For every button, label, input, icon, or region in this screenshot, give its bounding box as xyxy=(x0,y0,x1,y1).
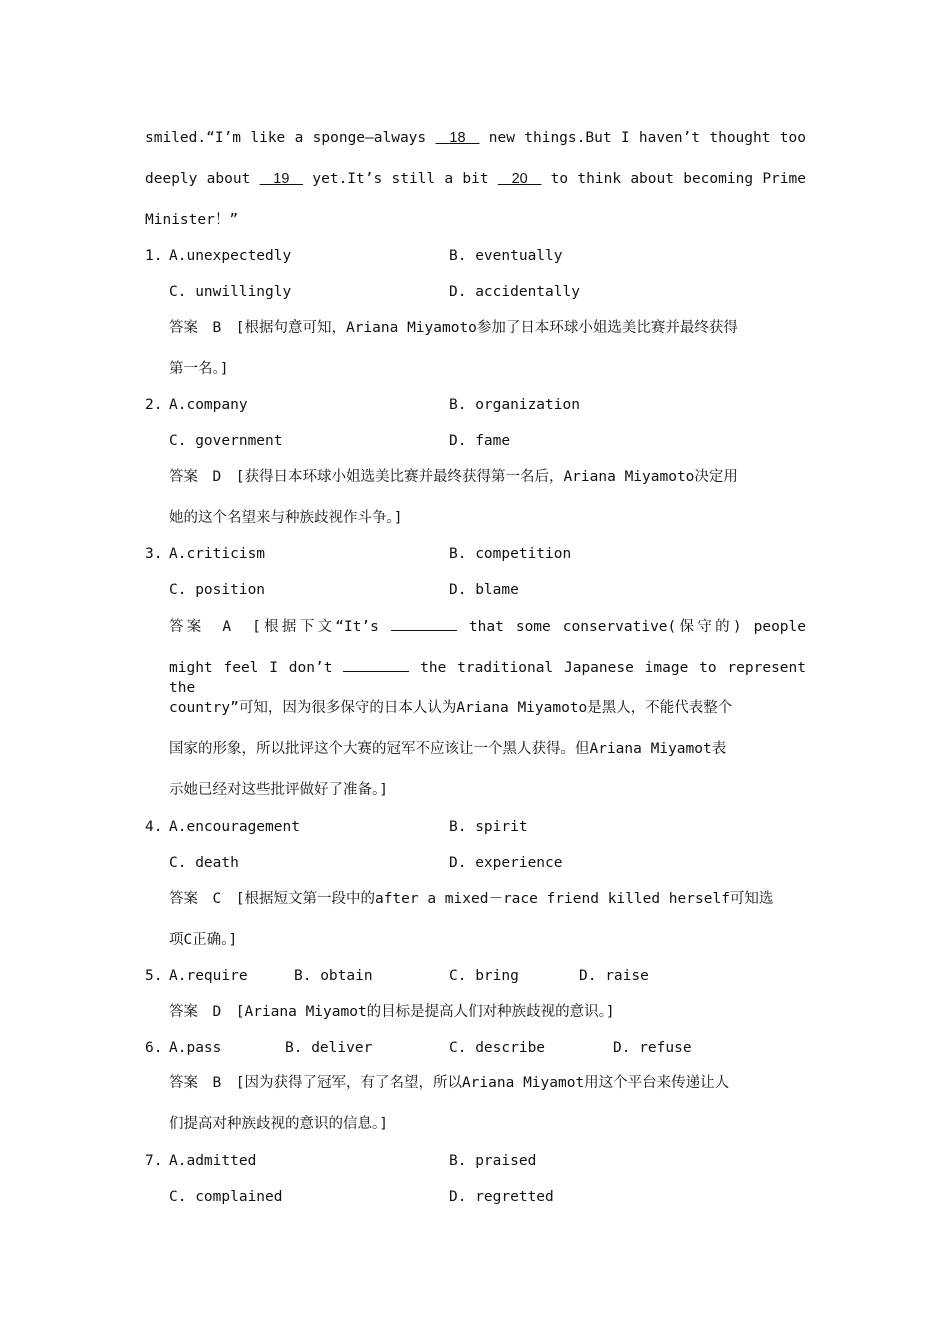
answer-line xyxy=(169,657,806,698)
answer-blank xyxy=(343,657,409,672)
answer-line: 答案 C [根据短文第一段中的after a mixed－race friend killed herself可知选 xyxy=(169,891,774,907)
blank-18: 18 xyxy=(449,130,466,146)
passage-text: smiled.“I’m like a sponge—always xyxy=(145,130,436,146)
option-c: C. unwillingly xyxy=(169,284,292,300)
passage-text: new things.But I haven’t thought too xyxy=(479,130,806,146)
answer-line: 示她已经对这些批评做好了准备。] xyxy=(169,782,388,798)
answer-blank xyxy=(391,616,457,631)
passage-text: deeply about xyxy=(145,171,260,187)
answer-line: 她的这个名望来与种族歧视作斗争。] xyxy=(169,510,403,526)
answer-line: country”可知，因为很多保守的日本人认为Ariana Miyamoto是黑人，不能代表整个 xyxy=(169,700,733,716)
passage-line: Minister！” xyxy=(145,212,239,228)
option-d: D. fame xyxy=(449,433,511,449)
option-d: D. blame xyxy=(449,582,519,598)
question-number: 2. xyxy=(145,397,163,413)
answer-line: 第一名。] xyxy=(169,361,229,377)
answer-line: 项C正确。] xyxy=(169,932,238,948)
question-number: 1. xyxy=(145,248,163,264)
answer-line: 答案 B [根据句意可知，Ariana Miyamoto参加了日本环球小姐选美比赛并最终获得 xyxy=(169,320,738,336)
answer-line: 国家的形象，所以批评这个大赛的冠军不应该让一个黑人获得。但Ariana Miyamot表 xyxy=(169,741,727,757)
question-number: 3. xyxy=(145,546,163,562)
option-a: A.unexpectedly xyxy=(169,248,292,264)
option-c: C. describe xyxy=(449,1040,546,1056)
answer-text: that some conservative(保守的) people xyxy=(456,619,806,635)
option-a: A.company xyxy=(169,397,248,413)
option-b: B. deliver xyxy=(285,1040,373,1056)
option-c: C. position xyxy=(169,582,266,598)
option-c: C. complained xyxy=(169,1189,283,1205)
option-c: C. government xyxy=(169,433,283,449)
passage-text: yet.It’s still a bit xyxy=(303,171,498,187)
blank-20: 20 xyxy=(511,171,528,187)
question-number: 5. xyxy=(145,968,163,984)
question-number: 7. xyxy=(145,1153,163,1169)
answer-line: 答案 B [因为获得了冠军，有了名望，所以Ariana Miyamot用这个平台来传递让人 xyxy=(169,1075,730,1091)
option-b: B. eventually xyxy=(449,248,563,264)
option-a: A.encouragement xyxy=(169,819,300,835)
option-c: C. bring xyxy=(449,968,519,984)
option-b: B. praised xyxy=(449,1153,537,1169)
answer-text: 答案 A [根据下文“It’s xyxy=(169,619,391,635)
option-d: D. regretted xyxy=(449,1189,554,1205)
answer-text: might feel I don’t xyxy=(169,660,344,676)
question-number: 4. xyxy=(145,819,163,835)
passage-text: to think about becoming Prime xyxy=(541,171,806,187)
option-d: D. raise xyxy=(579,968,649,984)
answer-line: 答案 D [Ariana Miyamot的目标是提高人们对种族歧视的意识。] xyxy=(169,1004,615,1020)
option-a: A.pass xyxy=(169,1040,222,1056)
passage-line xyxy=(145,128,806,148)
option-b: B. obtain xyxy=(294,968,373,984)
option-d: D. accidentally xyxy=(449,284,580,300)
passage-line xyxy=(145,169,806,189)
option-d: D. refuse xyxy=(613,1040,692,1056)
question-number: 6. xyxy=(145,1040,163,1056)
option-a: A.require xyxy=(169,968,248,984)
option-b: B. competition xyxy=(449,546,572,562)
answer-text: the traditional Japanese image to represent the xyxy=(169,660,806,696)
option-c: C. death xyxy=(169,855,239,871)
answer-line xyxy=(169,616,806,637)
option-a: A.admitted xyxy=(169,1153,257,1169)
answer-line: 们提高对种族歧视的意识的信息。] xyxy=(169,1116,388,1132)
answer-line: 答案 D [获得日本环球小姐选美比赛并最终获得第一名后，Ariana Miyamoto决定用 xyxy=(169,469,738,485)
option-b: B. organization xyxy=(449,397,580,413)
blank-19: 19 xyxy=(273,171,290,187)
option-b: B. spirit xyxy=(449,819,528,835)
option-d: D. experience xyxy=(449,855,563,871)
option-a: A.criticism xyxy=(169,546,266,562)
